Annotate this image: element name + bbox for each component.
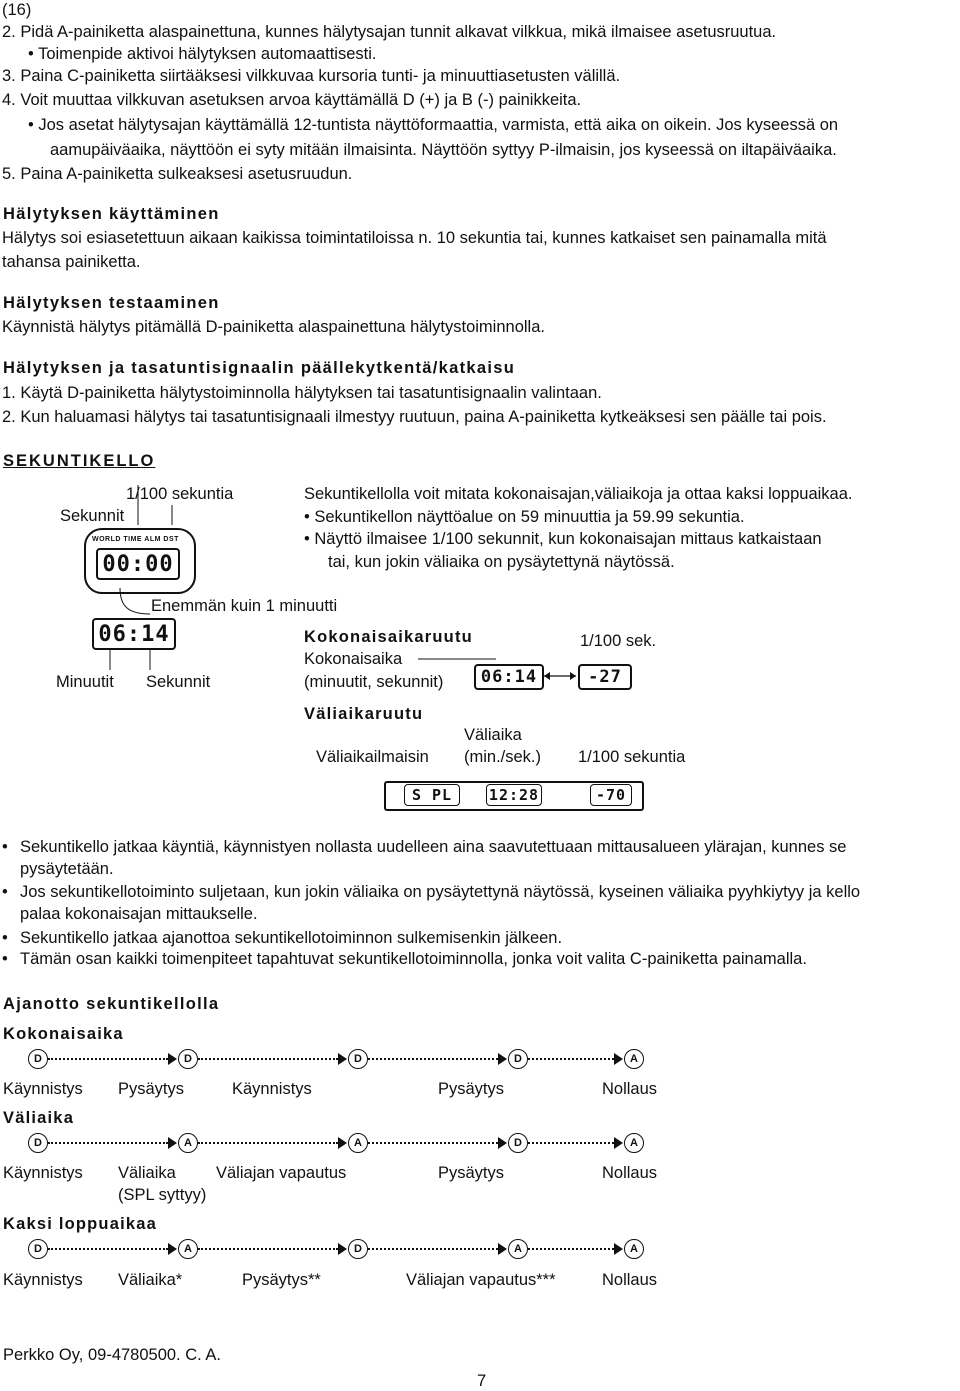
lcd-spl: S PL — [404, 784, 460, 806]
total-arrow — [540, 666, 580, 686]
label-seconds-2: Sekunnit — [146, 673, 211, 691]
lcd-total-hundredths: -27 — [578, 664, 632, 690]
timeline-dotted-line — [198, 1248, 338, 1250]
button-d-icon: D — [348, 1239, 368, 1259]
timeline-dotted-line — [528, 1058, 614, 1060]
alarm-toggle-heading: Hälytyksen ja tasatuntisignaalin päällekytkentä/katkaisu — [3, 359, 516, 377]
timeline-arrow-icon — [168, 1137, 177, 1149]
timeline-arrow-icon — [614, 1137, 623, 1149]
timeline-step-label: Käynnistys — [232, 1080, 312, 1098]
watch-lcd-main: 00:00 — [96, 548, 180, 580]
pointer-lines-2 — [92, 648, 192, 672]
button-a-icon: A — [178, 1133, 198, 1153]
button-a-icon: A — [508, 1239, 528, 1259]
note-bullet-3: • — [2, 929, 8, 947]
footer-company: Perkko Oy, 09-4780500. C. A. — [3, 1346, 221, 1364]
timeline-step-label: Nollaus — [602, 1080, 658, 1098]
button-a-icon: A — [624, 1239, 644, 1259]
timeline-arrow-icon — [338, 1243, 347, 1255]
note-bullet-4: • — [2, 950, 8, 968]
timeline-dotted-line — [48, 1248, 168, 1250]
timeline-step-label: Käynnistys — [3, 1080, 83, 1098]
button-d-icon: D — [28, 1049, 48, 1069]
timeline-arrow-icon — [614, 1243, 623, 1255]
step-4: 4. Voit muuttaa vilkkuvan asetuksen arvoa käyttämällä D (+) ja B (-) painikkeita. — [2, 91, 582, 109]
timeline-arrow-icon — [338, 1137, 347, 1149]
lcd-minutes-seconds: 06:14 — [92, 618, 176, 650]
timeline-step-label: Pysäytys — [118, 1080, 185, 1098]
lcd-total: 06:14 — [474, 664, 544, 690]
timeline-dotted-line — [48, 1058, 168, 1060]
timeline-dotted-line — [528, 1248, 614, 1250]
total-screen-label-1: Kokonaisaika — [304, 650, 403, 668]
timeline-arrow-icon — [498, 1243, 507, 1255]
timeline-step-label: Käynnistys — [3, 1164, 83, 1182]
split-screen-heading: Väliaikaruutu — [304, 705, 424, 723]
note-bullet-2: • — [2, 883, 8, 901]
split-title: Väliaika — [3, 1109, 75, 1127]
alarm-test-text: Käynnistä hälytys pitämällä D-painiketta alaspainettuna hälytystoiminnolla. — [2, 318, 545, 336]
button-d-icon: D — [508, 1049, 528, 1069]
step-4-note-cont: aamupäiväaika, näyttöön ei syty mitään ilmaisinta. Näyttöön syttyy P-ilmaisin, jos kyseessä on iltapäiväaika. — [50, 141, 837, 159]
timeline-step-label: Väliajan vapautus*** — [406, 1271, 556, 1289]
lcd-split: 12:28 — [486, 784, 542, 806]
button-d-icon: D — [28, 1239, 48, 1259]
timeline-arrow-icon — [338, 1053, 347, 1065]
watch-mode-labels: WORLD TIME ALM DST — [92, 536, 179, 543]
pointer-curve — [118, 586, 152, 620]
stopwatch-desc-3: • Näyttö ilmaisee 1/100 sekunnit, kun kokonaisajan mittaus katkaistaan — [304, 530, 822, 548]
timeline-arrow-icon — [168, 1243, 177, 1255]
total-screen-label-2: (minuutit, sekunnit) — [304, 673, 444, 691]
alarm-test-heading: Hälytyksen testaaminen — [3, 294, 220, 312]
timeline-arrow-icon — [614, 1053, 623, 1065]
timeline-dotted-line — [368, 1142, 498, 1144]
button-a-icon: A — [178, 1239, 198, 1259]
timing-heading: Ajanotto sekuntikellolla — [3, 995, 220, 1013]
label-seconds: Sekunnit — [60, 507, 125, 525]
note-4: Tämän osan kaikki toimenpiteet tapahtuvat sekuntikellotoiminnolla, jonka voit valita C-painiketta painamalla. — [20, 950, 807, 968]
timeline-dotted-line — [48, 1142, 168, 1144]
label-more-than-minute: Enemmän kuin 1 minuutti — [151, 597, 338, 615]
alarm-use-text-1: Hälytys soi esiasetettuun aikaan kaikissa toimintatiloissa n. 10 sekuntia tai, kunnes katkaiset sen painamalla mitä — [2, 229, 827, 247]
timeline-step-label: Pysäytys — [438, 1164, 505, 1182]
button-a-icon: A — [624, 1049, 644, 1069]
timeline-dotted-line — [198, 1058, 338, 1060]
step-5: 5. Paina A-painiketta sulkeaksesi asetusruudun. — [2, 165, 353, 183]
step-2-note: • Toimenpide aktivoi hälytyksen automaattisesti. — [28, 45, 377, 63]
timeline-step-label: Pysäytys** — [242, 1271, 321, 1289]
split-hundredths-label: 1/100 sekuntia — [578, 748, 686, 766]
timeline-step-label: Käynnistys — [3, 1271, 83, 1289]
note-2b: palaa kokonaisajan mittaukselle. — [20, 905, 258, 923]
alarm-toggle-step-2: 2. Kun haluamasi hälytys tai tasatuntisignaali ilmestyy ruutuun, paina A-painiketta kytkeäksesi sen päälle tai pois. — [2, 408, 827, 426]
page-marker: (16) — [2, 1, 32, 19]
split-indicator-label: Väliaikailmaisin — [316, 748, 429, 766]
timeline-step-label: Väliaika — [118, 1164, 176, 1182]
note-1a: Sekuntikello jatkaa käyntiä, käynnistyen nollasta uudelleen aina saavutettuaan mittausalueen ylärajan, kunnes se — [20, 838, 847, 856]
alarm-toggle-step-1: 1. Käytä D-painiketta hälytystoiminnolla hälytyksen tai tasatuntisignaalin valintaan. — [2, 384, 602, 402]
timeline-dotted-line — [528, 1142, 614, 1144]
button-d-icon: D — [178, 1049, 198, 1069]
total-screen-heading: Kokonaisaikaruutu — [304, 628, 473, 646]
pointer-lines — [80, 485, 200, 525]
timeline-dotted-line — [368, 1248, 498, 1250]
timeline-arrow-icon — [498, 1137, 507, 1149]
button-d-icon: D — [508, 1133, 528, 1153]
timeline-arrow-icon — [498, 1053, 507, 1065]
button-d-icon: D — [28, 1133, 48, 1153]
timeline-step-label: Nollaus — [602, 1164, 658, 1182]
label-hundredths: 1/100 sekuntia — [126, 485, 234, 503]
label-minutes: Minuutit — [56, 673, 114, 691]
timeline-arrow-icon — [168, 1053, 177, 1065]
split-label-1: Väliaika — [464, 726, 522, 744]
timeline-dotted-line — [198, 1142, 338, 1144]
stopwatch-desc-4: tai, kun jokin väliaika on pysäytettynä näytössä. — [328, 553, 675, 571]
two-finish-title: Kaksi loppuaikaa — [3, 1215, 158, 1233]
total-hundredths-label: 1/100 sek. — [580, 632, 657, 650]
note-2a: Jos sekuntikellotoiminto suljetaan, kun jokin väliaika on pysäytettynä näytössä, kyseinen väliaika pyyhkiytyy ja kello — [20, 883, 861, 901]
button-a-icon: A — [624, 1133, 644, 1153]
step-4-note: • Jos asetat hälytysajan käyttämällä 12-tuntista näyttöformaattia, varmista, että aika on oikein. Jos kyseessä on — [28, 116, 839, 134]
timeline-step-label: Nollaus — [602, 1271, 658, 1289]
button-a-icon: A — [348, 1133, 368, 1153]
split-label-2: (min./sek.) — [464, 748, 542, 766]
note-bullet-1: • — [2, 838, 8, 856]
note-1b: pysäytetään. — [20, 860, 114, 878]
button-d-icon: D — [348, 1049, 368, 1069]
alarm-use-heading: Hälytyksen käyttäminen — [3, 205, 220, 223]
alarm-use-text-2: tahansa painiketta. — [2, 253, 141, 271]
timeline-step-label: Väliaika* — [118, 1271, 183, 1289]
step-3: 3. Paina C-painiketta siirtääksesi vilkkuvaa kursoria tunti- ja minuuttiasetusten välillä. — [2, 67, 621, 85]
split-extra-note: (SPL syttyy) — [118, 1186, 207, 1204]
timeline-step-label: Pysäytys — [438, 1080, 505, 1098]
stopwatch-desc-2: • Sekuntikellon näyttöalue on 59 minuuttia ja 59.99 sekuntia. — [304, 508, 745, 526]
lcd-split-hundredths: -70 — [590, 784, 632, 806]
watch-face — [84, 528, 196, 594]
note-3: Sekuntikello jatkaa ajanottoa sekuntikellotoiminnon sulkemisenkin jälkeen. — [20, 929, 563, 947]
page-number: 7 — [477, 1372, 487, 1390]
stopwatch-desc-1: Sekuntikellolla voit mitata kokonaisajan,väliaikoja ja ottaa kaksi loppuaikaa. — [304, 485, 853, 503]
timeline-step-label: Väliajan vapautus — [216, 1164, 347, 1182]
timeline-dotted-line — [368, 1058, 498, 1060]
total-title: Kokonaisaika — [3, 1025, 124, 1043]
step-2: 2. Pidä A-painiketta alaspainettuna, kunnes hälytysajan tunnit alkavat vilkkua, mikä ilmaisee asetusruutua. — [2, 23, 777, 41]
stopwatch-heading: SEKUNTIKELLO — [3, 452, 156, 470]
